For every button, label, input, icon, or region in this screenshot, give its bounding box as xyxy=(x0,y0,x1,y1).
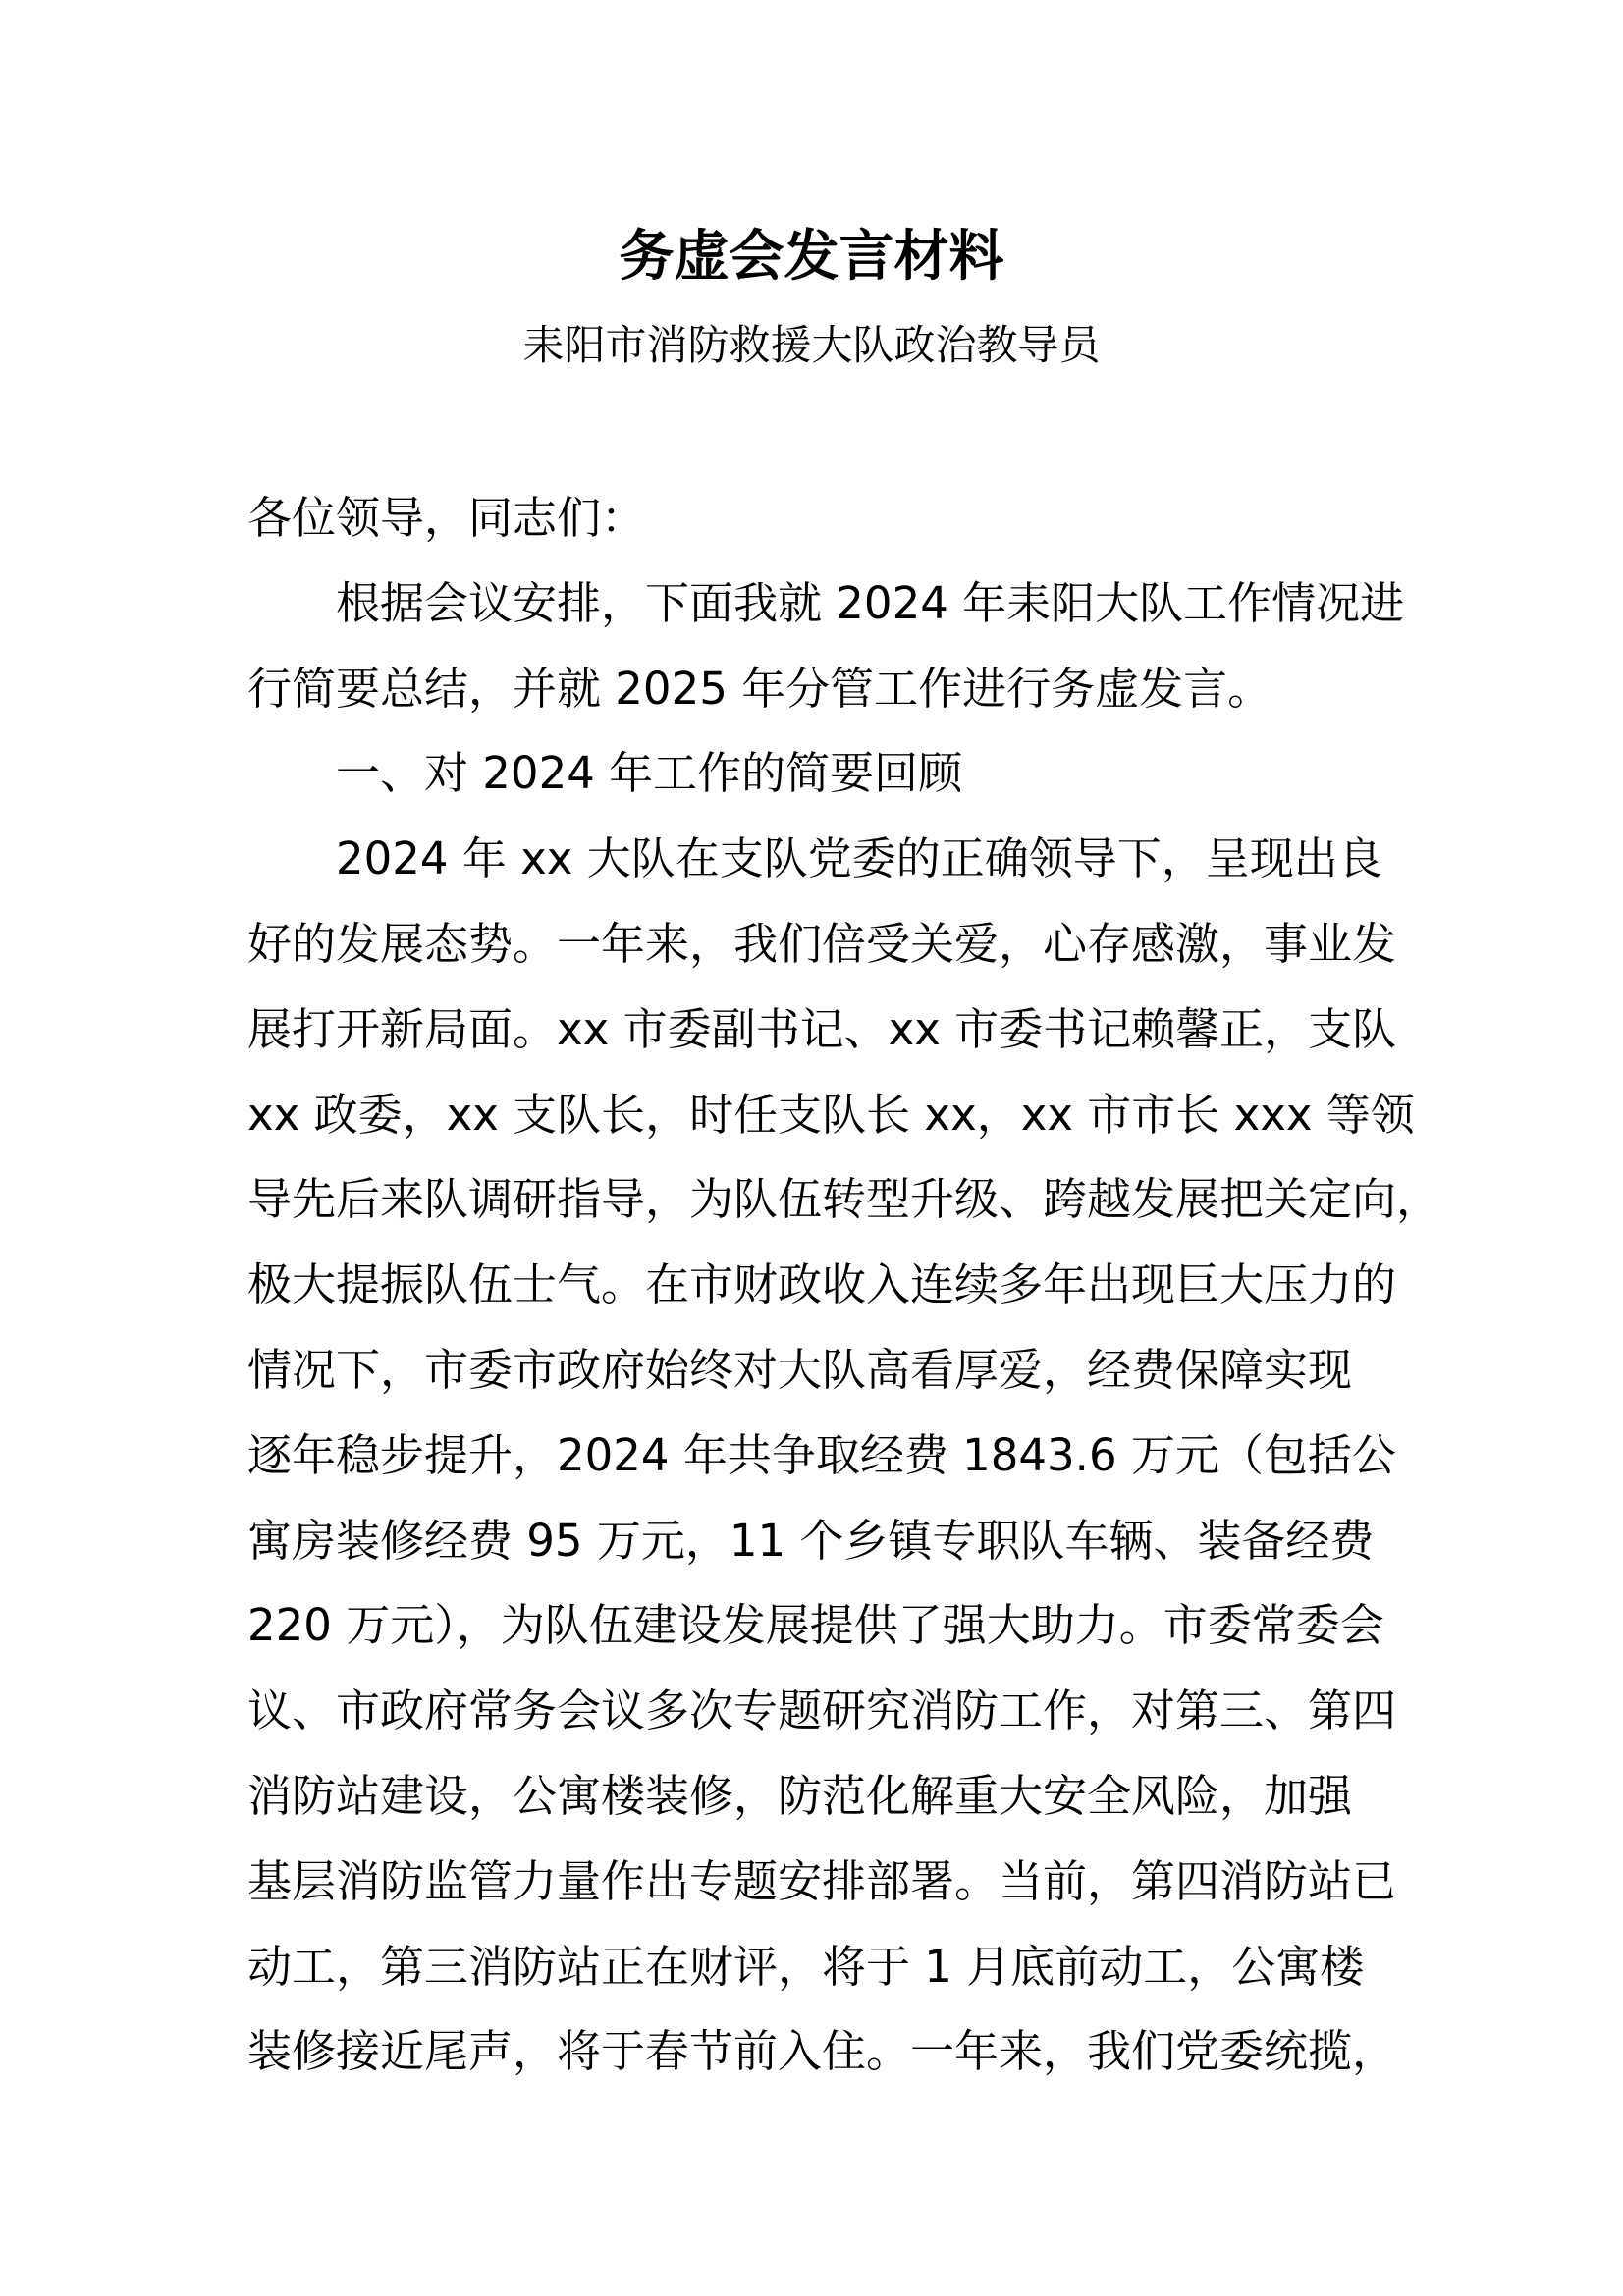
document-title: 务虚会发言材料 xyxy=(619,225,1004,289)
body-text-line: 情况下，市委市政府始终对大队高看厚爱，经费保障实现 xyxy=(247,1344,1353,1396)
body-text-line: 极大提振队伍士气。在市财政收入连续多年出现巨大压力的 xyxy=(247,1258,1397,1311)
body-text-line: 好的发展态势。一年来，我们倍受关爱，心存感激，事业发 xyxy=(247,918,1397,970)
document-subtitle: 耒阳市消防救援大队政治教导员 xyxy=(522,321,1101,369)
body-text-line: 议、市政府常务会议多次专题研究消防工作，对第三、第四 xyxy=(247,1684,1397,1737)
body-text-line: 导先后来队调研指导，为队伍转型升级、跨越发展把关定向， xyxy=(247,1173,1441,1226)
body-text-line: 行简要总结，并就 2025 年分管工作进行务虚发言。 xyxy=(247,662,1272,715)
body-text-line: 寓房装修经费 95 万元，11 个乡镇专职队车辆、装备经费 xyxy=(247,1514,1375,1567)
body-text-line: 各位领导，同志们： xyxy=(247,492,646,544)
body-text-line: 根据会议安排，下面我就 2024 年耒阳大队工作情况进 xyxy=(336,576,1405,629)
body-text-line: 基层消防监管力量作出专题安排部署。当前，第四消防站已 xyxy=(247,1854,1397,1907)
body-text-line: 2024 年 xx 大队在支队党委的正确领导下，呈现出良 xyxy=(336,832,1382,885)
body-text-line: 动工，第三消防站正在财评，将于 1 月底前动工，公寓楼 xyxy=(247,1940,1365,1993)
body-text-line: 220 万元），为队伍建设发展提供了强大助力。市委常委会 xyxy=(247,1599,1384,1652)
body-text-line: 展打开新局面。xx 市委副书记、xx 市委书记赖馨正，支队 xyxy=(247,1002,1397,1055)
body-text-line: xx 政委，xx 支队长，时任支队长 xx，xx 市市长 xxx 等领 xyxy=(247,1088,1415,1141)
body-text-line: 逐年稳步提升，2024 年共争取经费 1843.6 万元（包括公 xyxy=(247,1428,1396,1481)
body-text-line: 一、对 2024 年工作的简要回顾 xyxy=(336,747,963,800)
body-text-line: 消防站建设，公寓楼装修，防范化解重大安全风险，加强 xyxy=(247,1770,1353,1822)
body-text-line: 装修接近尾声，将于春节前入住。一年来，我们党委统揽， xyxy=(247,2025,1397,2078)
